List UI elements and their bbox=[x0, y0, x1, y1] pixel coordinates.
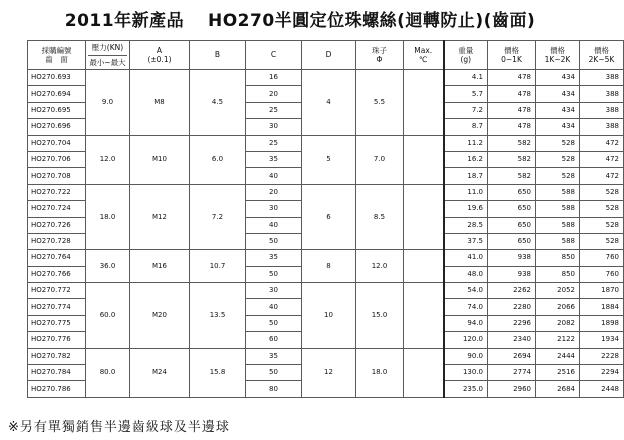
dim-c-cell: 35 bbox=[246, 348, 302, 364]
price-0-1k-cell: 2774 bbox=[488, 365, 536, 381]
price-0-1k-cell: 650 bbox=[488, 233, 536, 249]
weight-cell: 41.0 bbox=[444, 250, 488, 266]
max-temp-cell bbox=[404, 184, 444, 250]
price-1k-2k-cell: 2052 bbox=[536, 283, 580, 299]
dim-b-cell: 4.5 bbox=[190, 70, 246, 136]
header-force-line: 壓力(KN) bbox=[91, 43, 124, 53]
price-2k-5k-cell: 528 bbox=[580, 217, 624, 233]
price-1k-2k-cell: 2444 bbox=[536, 348, 580, 364]
price-1k-2k-cell: 528 bbox=[536, 135, 580, 151]
weight-cell: 8.7 bbox=[444, 119, 488, 135]
price-2k-5k-cell: 388 bbox=[580, 70, 624, 86]
table-row bbox=[28, 348, 624, 364]
part-code-cell: HO270.766 bbox=[28, 266, 86, 282]
price-0-1k-cell: 582 bbox=[488, 135, 536, 151]
price-1k-2k-cell: 2684 bbox=[536, 381, 580, 397]
price-0-1k-cell: 650 bbox=[488, 184, 536, 200]
dim-b-cell: 13.5 bbox=[190, 283, 246, 349]
dim-c-cell: 20 bbox=[246, 184, 302, 200]
part-code-cell: HO270.696 bbox=[28, 119, 86, 135]
header-force bbox=[86, 41, 130, 70]
dim-c-cell: 30 bbox=[246, 119, 302, 135]
dim-b-cell: 15.8 bbox=[190, 348, 246, 397]
header-weight bbox=[444, 41, 488, 70]
header-weight-line: 重量 bbox=[458, 45, 474, 55]
price-0-1k-cell: 650 bbox=[488, 217, 536, 233]
price-1k-2k-cell: 434 bbox=[536, 70, 580, 86]
header-price-0-1k-line: 0~1K bbox=[501, 55, 522, 64]
part-code-cell: HO270.775 bbox=[28, 315, 86, 331]
price-1k-2k-cell: 588 bbox=[536, 233, 580, 249]
header-price-2k-5k-line: 2K~5K bbox=[588, 55, 615, 64]
max-temp-cell bbox=[404, 283, 444, 349]
header-ball bbox=[356, 41, 404, 70]
price-2k-5k-cell: 1884 bbox=[580, 299, 624, 315]
ball-diameter-cell: 18.0 bbox=[356, 348, 404, 397]
price-1k-2k-cell: 2122 bbox=[536, 332, 580, 348]
header-code-line: 採購編號 bbox=[41, 45, 72, 55]
part-code-cell: HO270.764 bbox=[28, 250, 86, 266]
dim-d-cell: 12 bbox=[302, 348, 356, 397]
price-1k-2k-cell: 434 bbox=[536, 102, 580, 118]
table-row bbox=[28, 70, 624, 86]
header-ball-line: Φ bbox=[376, 55, 383, 64]
weight-cell: 4.1 bbox=[444, 70, 488, 86]
header-ball-line: 珠子 bbox=[372, 45, 387, 55]
price-1k-2k-cell: 588 bbox=[536, 184, 580, 200]
dim-c-cell: 30 bbox=[246, 283, 302, 299]
part-code-cell: HO270.774 bbox=[28, 299, 86, 315]
header-price-2k-5k bbox=[580, 41, 624, 70]
weight-cell: 235.0 bbox=[444, 381, 488, 397]
price-1k-2k-cell: 434 bbox=[536, 86, 580, 102]
thread-a-cell: M8 bbox=[130, 70, 190, 136]
dim-d-cell: 5 bbox=[302, 135, 356, 184]
price-0-1k-cell: 938 bbox=[488, 266, 536, 282]
header-code bbox=[28, 41, 86, 70]
thread-a-cell: M12 bbox=[130, 184, 190, 250]
header-b bbox=[190, 41, 246, 70]
price-1k-2k-cell: 588 bbox=[536, 217, 580, 233]
page-title: 2011年新產品 HO270半圓定位珠螺絲(迴轉防止)(齒面) bbox=[64, 11, 536, 31]
force-cell: 80.0 bbox=[86, 348, 130, 397]
ball-diameter-cell: 5.5 bbox=[356, 70, 404, 136]
price-0-1k-cell: 582 bbox=[488, 151, 536, 167]
ball-diameter-cell: 7.0 bbox=[356, 135, 404, 184]
header-c bbox=[246, 41, 302, 70]
part-code-cell: HO270.695 bbox=[28, 102, 86, 118]
dim-c-cell: 50 bbox=[246, 365, 302, 381]
price-0-1k-cell: 478 bbox=[488, 70, 536, 86]
weight-cell: 16.2 bbox=[444, 151, 488, 167]
price-2k-5k-cell: 528 bbox=[580, 184, 624, 200]
price-0-1k-cell: 478 bbox=[488, 102, 536, 118]
dim-c-cell: 25 bbox=[246, 102, 302, 118]
price-1k-2k-cell: 434 bbox=[536, 119, 580, 135]
max-temp-cell bbox=[404, 135, 444, 184]
header-b-line: B bbox=[214, 50, 221, 60]
part-code-cell: HO270.704 bbox=[28, 135, 86, 151]
price-2k-5k-cell: 2294 bbox=[580, 365, 624, 381]
ball-diameter-cell: 15.0 bbox=[356, 283, 404, 349]
header-max-line: Max. bbox=[414, 45, 433, 55]
price-0-1k-cell: 2262 bbox=[488, 283, 536, 299]
dim-b-cell: 6.0 bbox=[190, 135, 246, 184]
dim-c-cell: 50 bbox=[246, 315, 302, 331]
weight-cell: 19.6 bbox=[444, 201, 488, 217]
max-temp-cell bbox=[404, 250, 444, 283]
part-code-cell: HO270.694 bbox=[28, 86, 86, 102]
header-price-1k-2k bbox=[536, 41, 580, 70]
part-code-cell: HO270.784 bbox=[28, 365, 86, 381]
dim-d-cell: 10 bbox=[302, 283, 356, 349]
header-a-line: A bbox=[156, 45, 163, 55]
price-0-1k-cell: 2960 bbox=[488, 381, 536, 397]
max-temp-cell bbox=[404, 70, 444, 136]
price-0-1k-cell: 650 bbox=[488, 201, 536, 217]
price-0-1k-cell: 2280 bbox=[488, 299, 536, 315]
dim-c-cell: 16 bbox=[246, 70, 302, 86]
price-2k-5k-cell: 528 bbox=[580, 233, 624, 249]
price-1k-2k-cell: 850 bbox=[536, 266, 580, 282]
price-2k-5k-cell: 472 bbox=[580, 168, 624, 184]
weight-cell: 130.0 bbox=[444, 365, 488, 381]
price-0-1k-cell: 2340 bbox=[488, 332, 536, 348]
price-0-1k-cell: 2694 bbox=[488, 348, 536, 364]
header-row bbox=[28, 41, 624, 70]
part-code-cell: HO270.693 bbox=[28, 70, 86, 86]
part-code-cell: HO270.776 bbox=[28, 332, 86, 348]
part-code-cell: HO270.724 bbox=[28, 201, 86, 217]
header-price-1k-2k-line: 價格 bbox=[550, 45, 565, 55]
part-code-cell: HO270.726 bbox=[28, 217, 86, 233]
dim-d-cell: 8 bbox=[302, 250, 356, 283]
price-2k-5k-cell: 1870 bbox=[580, 283, 624, 299]
dim-b-cell: 7.2 bbox=[190, 184, 246, 250]
dim-c-cell: 35 bbox=[246, 151, 302, 167]
force-cell: 9.0 bbox=[86, 70, 130, 136]
dim-c-cell: 40 bbox=[246, 299, 302, 315]
weight-cell: 48.0 bbox=[444, 266, 488, 282]
header-price-2k-5k-line: 價格 bbox=[594, 45, 609, 55]
dim-c-cell: 40 bbox=[246, 217, 302, 233]
force-cell: 36.0 bbox=[86, 250, 130, 283]
max-temp-cell bbox=[404, 348, 444, 397]
price-0-1k-cell: 582 bbox=[488, 168, 536, 184]
dim-c-cell: 50 bbox=[246, 233, 302, 249]
table-row bbox=[28, 283, 624, 299]
part-code-cell: HO270.706 bbox=[28, 151, 86, 167]
header-a-line: (±0.1) bbox=[147, 55, 172, 64]
dim-c-cell: 60 bbox=[246, 332, 302, 348]
dim-d-cell: 6 bbox=[302, 184, 356, 250]
header-d-line: D bbox=[325, 50, 332, 60]
price-1k-2k-cell: 2082 bbox=[536, 315, 580, 331]
table-header bbox=[28, 41, 624, 70]
header-max bbox=[404, 41, 444, 70]
force-cell: 12.0 bbox=[86, 135, 130, 184]
price-2k-5k-cell: 760 bbox=[580, 266, 624, 282]
price-1k-2k-cell: 2516 bbox=[536, 365, 580, 381]
price-2k-5k-cell: 388 bbox=[580, 119, 624, 135]
price-1k-2k-cell: 528 bbox=[536, 168, 580, 184]
part-code-cell: HO270.772 bbox=[28, 283, 86, 299]
weight-cell: 120.0 bbox=[444, 332, 488, 348]
thread-a-cell: M16 bbox=[130, 250, 190, 283]
price-2k-5k-cell: 2448 bbox=[580, 381, 624, 397]
header-weight-line: (g) bbox=[460, 55, 472, 64]
thread-a-cell: M10 bbox=[130, 135, 190, 184]
header-d bbox=[302, 41, 356, 70]
price-2k-5k-cell: 472 bbox=[580, 135, 624, 151]
weight-cell: 90.0 bbox=[444, 348, 488, 364]
price-2k-5k-cell: 760 bbox=[580, 250, 624, 266]
price-1k-2k-cell: 2066 bbox=[536, 299, 580, 315]
table-row bbox=[28, 135, 624, 151]
table-body bbox=[28, 70, 624, 398]
price-2k-5k-cell: 388 bbox=[580, 86, 624, 102]
spec-table bbox=[27, 40, 624, 398]
header-max-line: ℃ bbox=[419, 55, 428, 64]
dim-c-cell: 30 bbox=[246, 201, 302, 217]
force-cell: 18.0 bbox=[86, 184, 130, 250]
header-a bbox=[130, 41, 190, 70]
dim-c-cell: 25 bbox=[246, 135, 302, 151]
header-price-0-1k-line: 價格 bbox=[504, 45, 519, 55]
part-code-cell: HO270.786 bbox=[28, 381, 86, 397]
price-1k-2k-cell: 528 bbox=[536, 151, 580, 167]
dim-c-cell: 20 bbox=[246, 86, 302, 102]
price-1k-2k-cell: 850 bbox=[536, 250, 580, 266]
ball-diameter-cell: 12.0 bbox=[356, 250, 404, 283]
weight-cell: 94.0 bbox=[444, 315, 488, 331]
weight-cell: 11.0 bbox=[444, 184, 488, 200]
part-code-cell: HO270.728 bbox=[28, 233, 86, 249]
dim-c-cell: 50 bbox=[246, 266, 302, 282]
header-price-1k-2k-line: 1K~2K bbox=[544, 55, 571, 64]
price-2k-5k-cell: 1934 bbox=[580, 332, 624, 348]
force-cell: 60.0 bbox=[86, 283, 130, 349]
weight-cell: 5.7 bbox=[444, 86, 488, 102]
price-2k-5k-cell: 472 bbox=[580, 151, 624, 167]
part-code-cell: HO270.722 bbox=[28, 184, 86, 200]
weight-cell: 74.0 bbox=[444, 299, 488, 315]
header-code-line: 齒 面 bbox=[45, 55, 68, 64]
footnote: ※另有單獨銷售半邊齒級球及半邊球 bbox=[8, 420, 230, 435]
dim-b-cell: 10.7 bbox=[190, 250, 246, 283]
weight-cell: 18.7 bbox=[444, 168, 488, 184]
table-row bbox=[28, 184, 624, 200]
price-2k-5k-cell: 2228 bbox=[580, 348, 624, 364]
dim-c-cell: 80 bbox=[246, 381, 302, 397]
part-code-cell: HO270.782 bbox=[28, 348, 86, 364]
price-0-1k-cell: 478 bbox=[488, 119, 536, 135]
weight-cell: 54.0 bbox=[444, 283, 488, 299]
price-2k-5k-cell: 388 bbox=[580, 102, 624, 118]
thread-a-cell: M20 bbox=[130, 283, 190, 349]
part-code-cell: HO270.708 bbox=[28, 168, 86, 184]
price-2k-5k-cell: 528 bbox=[580, 201, 624, 217]
dim-d-cell: 4 bbox=[302, 70, 356, 136]
dim-c-cell: 40 bbox=[246, 168, 302, 184]
price-0-1k-cell: 478 bbox=[488, 86, 536, 102]
table-row bbox=[28, 250, 624, 266]
price-2k-5k-cell: 1898 bbox=[580, 315, 624, 331]
price-0-1k-cell: 938 bbox=[488, 250, 536, 266]
price-1k-2k-cell: 588 bbox=[536, 201, 580, 217]
dim-c-cell: 35 bbox=[246, 250, 302, 266]
price-0-1k-cell: 2296 bbox=[488, 315, 536, 331]
weight-cell: 11.2 bbox=[444, 135, 488, 151]
thread-a-cell: M24 bbox=[130, 348, 190, 397]
header-force-line: 最小~最大 bbox=[88, 55, 127, 67]
weight-cell: 28.5 bbox=[444, 217, 488, 233]
header-c-line: C bbox=[270, 50, 277, 60]
header-price-0-1k bbox=[488, 41, 536, 70]
weight-cell: 7.2 bbox=[444, 102, 488, 118]
weight-cell: 37.5 bbox=[444, 233, 488, 249]
ball-diameter-cell: 8.5 bbox=[356, 184, 404, 250]
